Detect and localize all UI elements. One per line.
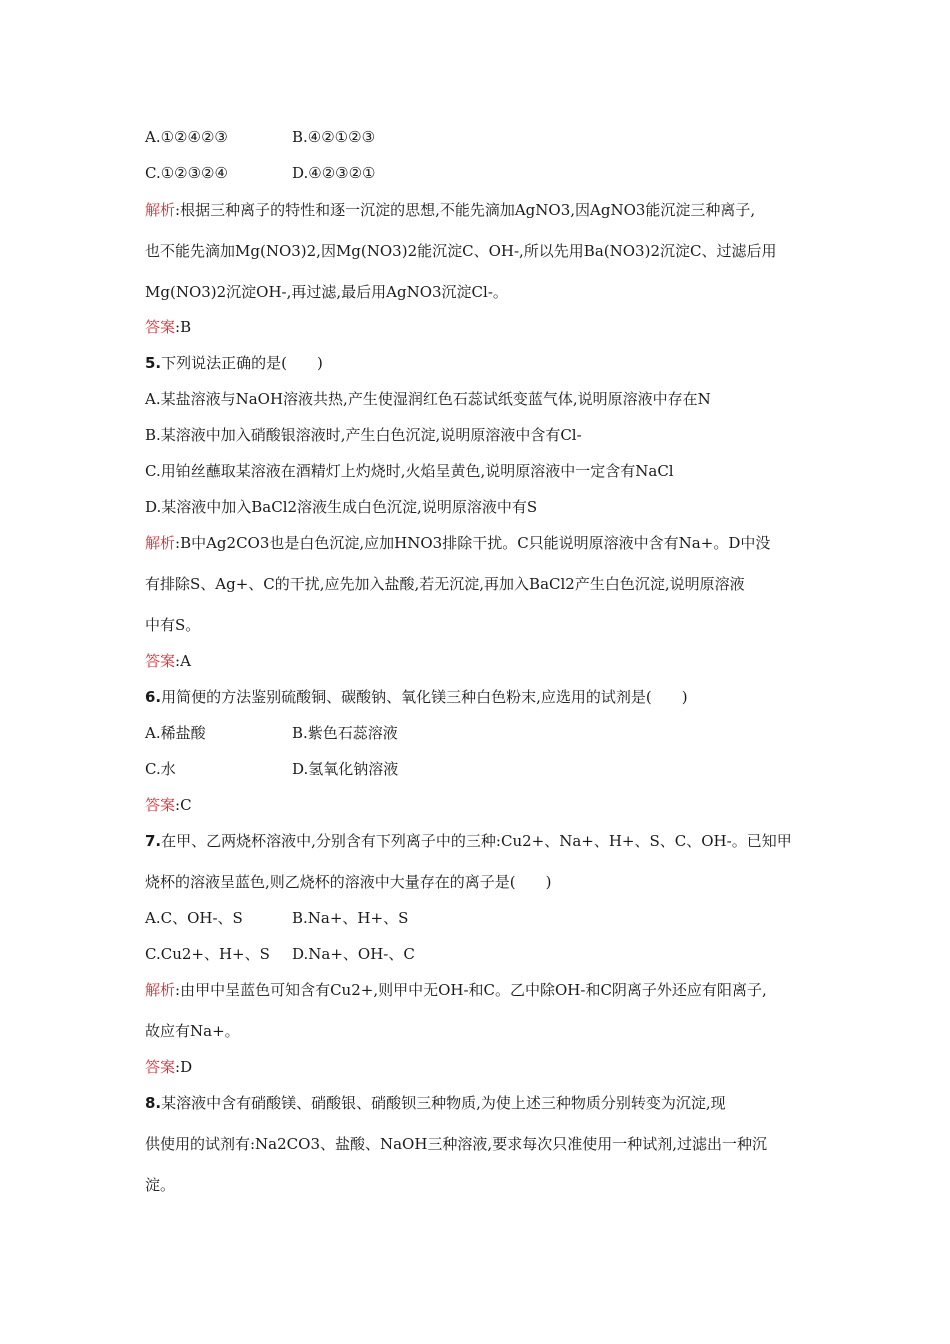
q4-analysis-line-2: 也不能先滴加Mg(NO3)2,因Mg(NO3)2能沉淀C、OH-,所以先用Ba(NO3)2沉淀C、过滤后用	[145, 242, 777, 260]
question-number: 7.	[145, 832, 162, 850]
q7-answer	[145, 1057, 192, 1077]
q7-option-d: D.Na+、OH-、C	[292, 945, 415, 963]
q5-option-c: C.用铂丝蘸取某溶液在酒精灯上灼烧时,火焰呈黄色,说明原溶液中一定含有NaCl	[145, 462, 674, 480]
q5-option-d: D.某溶液中加入BaCl2溶液生成白色沉淀,说明原溶液中有S	[145, 498, 538, 516]
question-number: 5.	[145, 354, 162, 372]
q6-option-b: B.紫色石蕊溶液	[292, 724, 398, 742]
q7-option-b: B.Na+、H+、S	[292, 909, 409, 927]
q5-option-b: B.某溶液中加入硝酸银溶液时,产生白色沉淀,说明原溶液中含有Cl-	[145, 426, 582, 444]
q4-answer	[145, 317, 191, 337]
q8-stem-line-2: 供使用的试剂有:Na2CO3、盐酸、NaOH三种溶液,要求每次只准使用一种试剂,过滤出一种沉	[145, 1135, 767, 1153]
q4-option-c: C.①②③②④	[145, 164, 228, 182]
q7-option-a: A.C、OH-、S	[145, 909, 243, 927]
q5-analysis-line-3: 中有S。	[145, 616, 201, 634]
q8-stem-line-3: 淀。	[145, 1176, 176, 1194]
question-text: 在甲、乙两烧杯溶液中,分别含有下列离子中的三种:Cu2+、Na+、H+、S、C、OH-。已知甲	[161, 832, 792, 850]
q6-stem	[145, 687, 688, 707]
analysis-text: :B中Ag2CO3也是白色沉淀,应加HNO3排除干扰。C只能说明原溶液中含有Na+。D中没	[175, 534, 771, 552]
q4-option-a: A.①②④②③	[145, 128, 228, 146]
analysis-text: :根据三种离子的特性和逐一沉淀的思想,不能先滴加AgNO3,因AgNO3能沉淀三种离子,	[175, 201, 756, 219]
answer-value: :D	[175, 1058, 193, 1076]
q4-analysis-line-1	[145, 200, 755, 220]
q4-analysis-line-3: Mg(NO3)2沉淀OH-,再过滤,最后用AgNO3沉淀Cl-。	[145, 283, 508, 301]
analysis-label: 解析	[145, 534, 176, 552]
question-text: 下列说法正确的是( )	[161, 354, 323, 372]
q6-option-c: C.水	[145, 760, 176, 778]
answer-value: :B	[175, 318, 192, 336]
analysis-label: 解析	[145, 981, 176, 999]
q4-option-b: B.④②①②③	[292, 128, 376, 146]
q6-option-a: A.稀盐酸	[145, 724, 206, 742]
question-number: 6.	[145, 688, 162, 706]
q6-answer	[145, 795, 192, 815]
q8-stem-line-1	[145, 1093, 726, 1113]
q5-analysis-line-2: 有排除S、Ag+、C的干扰,应先加入盐酸,若无沉淀,再加入BaCl2产生白色沉淀,说明原溶液	[145, 575, 745, 593]
q7-analysis-line-1	[145, 980, 767, 1000]
q7-analysis-line-2: 故应有Na+。	[145, 1022, 240, 1040]
answer-label: 答案	[145, 796, 176, 814]
q4-option-d: D.④②③②①	[292, 164, 376, 182]
analysis-text: :由甲中呈蓝色可知含有Cu2+,则甲中无OH-和C。乙中除OH-和C阴离子外还应有阳离子,	[175, 981, 767, 999]
question-number: 8.	[145, 1094, 162, 1112]
question-text: 用简便的方法鉴别硫酸铜、碳酸钠、氧化镁三种白色粉末,应选用的试剂是( )	[161, 688, 688, 706]
q6-option-d: D.氢氧化钠溶液	[292, 760, 399, 778]
answer-value: :A	[175, 652, 191, 670]
analysis-label: 解析	[145, 201, 176, 219]
q5-stem	[145, 353, 323, 373]
answer-label: 答案	[145, 318, 176, 336]
answer-label: 答案	[145, 652, 176, 670]
q7-stem-line-1	[145, 831, 792, 851]
q7-option-c: C.Cu2+、H+、S	[145, 945, 270, 963]
answer-value: :C	[175, 796, 192, 814]
q5-analysis-line-1	[145, 533, 770, 553]
answer-label: 答案	[145, 1058, 176, 1076]
q7-stem-line-2: 烧杯的溶液呈蓝色,则乙烧杯的溶液中大量存在的离子是( )	[145, 873, 552, 891]
question-text: 某溶液中含有硝酸镁、硝酸银、硝酸钡三种物质,为使上述三种物质分别转变为沉淀,现	[161, 1094, 726, 1112]
q5-option-a: A.某盐溶液与NaOH溶液共热,产生使湿润红色石蕊试纸变蓝气体,说明原溶液中存在N	[145, 390, 711, 408]
q5-answer	[145, 651, 191, 671]
